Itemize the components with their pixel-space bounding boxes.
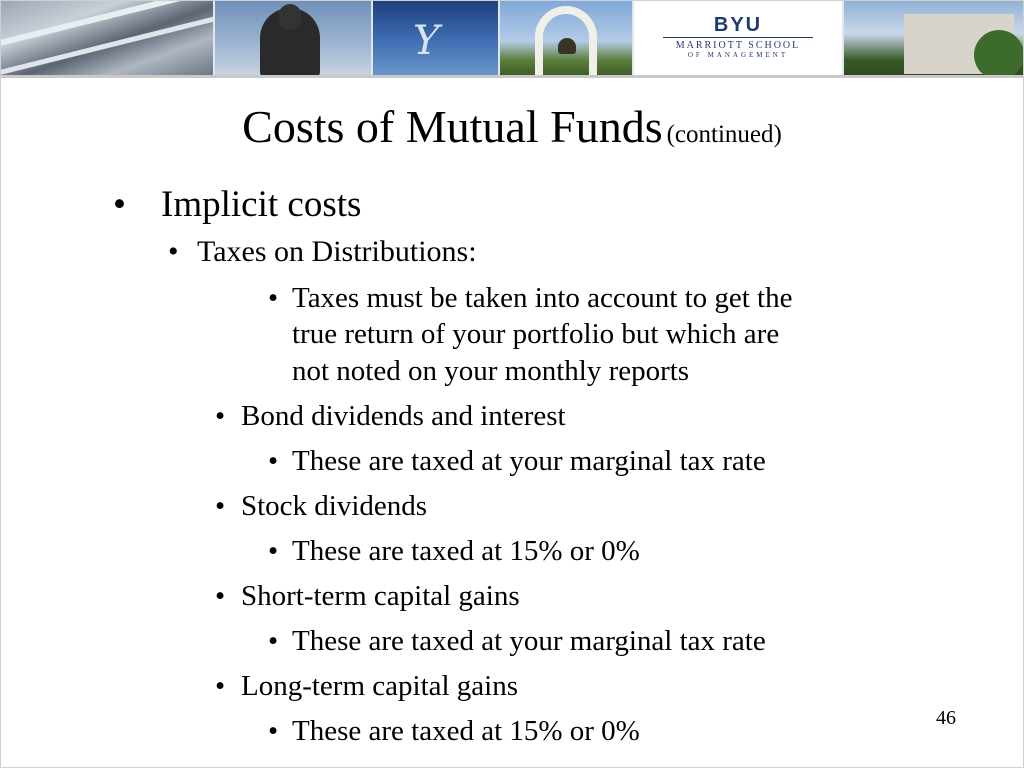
bullet-short-term-tax-rate: These are taxed at your marginal tax rate xyxy=(292,625,766,657)
logo-management-text: OF MANAGEMENT xyxy=(687,51,789,59)
bullet-stock-tax-rate: These are taxed at 15% or 0% xyxy=(292,535,640,567)
logo-divider xyxy=(663,37,813,38)
bullet-marker: • xyxy=(268,535,279,567)
banner-divider xyxy=(0,75,1024,78)
bullet-short-term-gains: Short-term capital gains xyxy=(241,580,520,612)
bullet-marker: • xyxy=(268,715,279,747)
bullet-bond-dividends: Bond dividends and interest xyxy=(241,400,566,432)
stadium-photo xyxy=(373,0,500,75)
title-continued: (continued) xyxy=(666,121,782,148)
campus-photo xyxy=(844,0,1024,75)
bullet-taxes-account-line1: Taxes must be taken into account to get the xyxy=(292,282,793,314)
bullet-stock-dividends: Stock dividends xyxy=(241,490,428,522)
page-number: 46 xyxy=(936,707,956,729)
building-photo xyxy=(0,0,215,75)
bullet-marker: • xyxy=(268,282,279,314)
title-main: Costs of Mutual Funds xyxy=(242,101,663,152)
bullet-marker: • xyxy=(215,580,226,612)
byu-logo-text: BYU xyxy=(713,14,763,36)
bullet-taxes-account-line2: true return of your portfolio but which are xyxy=(292,318,780,350)
slide-title xyxy=(0,100,1024,153)
bullet-taxes-account-line3: not noted on your monthly reports xyxy=(292,355,690,387)
y-logo-icon: Y xyxy=(413,18,440,64)
bullet-marker: • xyxy=(215,400,226,432)
byu-marriott-logo xyxy=(634,0,844,75)
bullet-long-term-gains: Long-term capital gains xyxy=(241,670,519,702)
bell-icon xyxy=(558,38,576,54)
bullet-marker: • xyxy=(215,490,226,522)
bullet-implicit-costs: Implicit costs xyxy=(161,184,362,225)
header-banner xyxy=(0,0,1024,75)
logo-school-text: MARRIOTT SCHOOL xyxy=(675,40,801,51)
bullet-long-term-tax-rate: These are taxed at 15% or 0% xyxy=(292,715,640,747)
bullet-bond-tax-rate: These are taxed at your marginal tax rate xyxy=(292,445,766,477)
statue-shape xyxy=(260,8,320,75)
bullet-marker: • xyxy=(168,235,179,268)
bullet-marker: • xyxy=(268,625,279,657)
bullet-marker: • xyxy=(268,445,279,477)
bell-tower-photo xyxy=(500,0,634,75)
bullet-marker: • xyxy=(215,670,226,702)
bullet-marker: • xyxy=(113,184,126,225)
bullet-taxes-on-distributions: Taxes on Distributions: xyxy=(197,235,477,268)
statue-photo xyxy=(215,0,373,75)
